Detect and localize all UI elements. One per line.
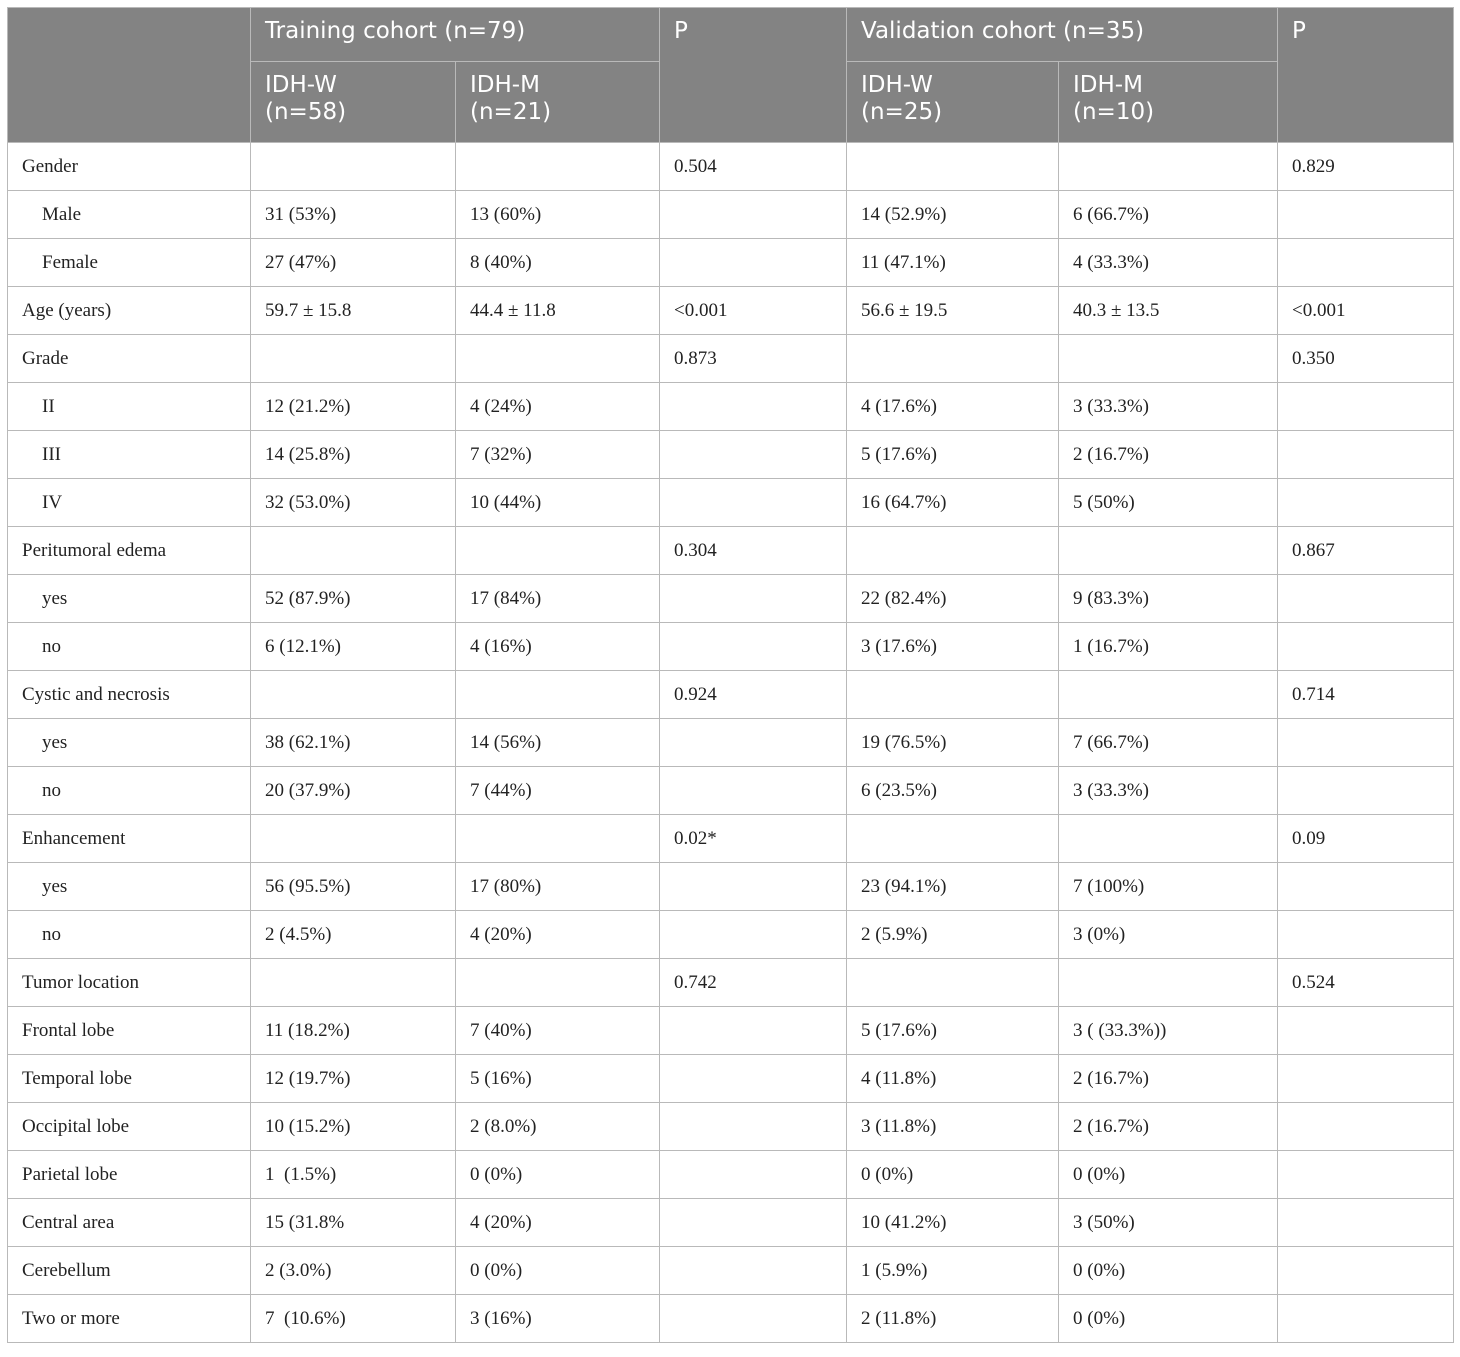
cell-training-idh-m: 4 (20%)	[456, 1199, 660, 1247]
cell-training-idh-w	[251, 671, 456, 719]
cell-validation-idh-w: 3 (11.8%)	[847, 1103, 1059, 1151]
header-p-validation: P	[1278, 8, 1454, 143]
cell-training-idh-w: 32 (53.0%)	[251, 479, 456, 527]
cell-p-training	[660, 911, 847, 959]
header-corner	[8, 8, 251, 143]
cell-training-idh-w: 38 (62.1%)	[251, 719, 456, 767]
row-label: Male	[8, 191, 251, 239]
cell-p-validation	[1278, 191, 1454, 239]
cell-p-validation	[1278, 911, 1454, 959]
row-label: no	[8, 911, 251, 959]
row-label: Age (years)	[8, 287, 251, 335]
table-row	[8, 1199, 1454, 1247]
table-row	[8, 575, 1454, 623]
header-p-training: P	[660, 8, 847, 143]
cell-validation-idh-m: 1 (16.7%)	[1059, 623, 1278, 671]
cell-validation-idh-w	[847, 143, 1059, 191]
table-row	[8, 287, 1454, 335]
cell-p-validation	[1278, 1295, 1454, 1343]
table-body	[8, 143, 1454, 1343]
row-label: Grade	[8, 335, 251, 383]
cell-validation-idh-m: 3 (0%)	[1059, 911, 1278, 959]
cell-validation-idh-m	[1059, 143, 1278, 191]
cell-p-validation	[1278, 863, 1454, 911]
cell-validation-idh-m: 3 (50%)	[1059, 1199, 1278, 1247]
table-row	[8, 239, 1454, 287]
cell-p-training	[660, 767, 847, 815]
cell-p-training: 0.873	[660, 335, 847, 383]
cell-validation-idh-w	[847, 527, 1059, 575]
cell-training-idh-w: 7 (10.6%)	[251, 1295, 456, 1343]
cell-validation-idh-w: 22 (82.4%)	[847, 575, 1059, 623]
cell-p-validation	[1278, 1151, 1454, 1199]
cell-validation-idh-m	[1059, 671, 1278, 719]
cell-validation-idh-m: 0 (0%)	[1059, 1295, 1278, 1343]
cell-p-training	[660, 1055, 847, 1103]
table-row	[8, 143, 1454, 191]
cell-training-idh-m: 7 (40%)	[456, 1007, 660, 1055]
cell-p-validation	[1278, 719, 1454, 767]
cell-validation-idh-m	[1059, 527, 1278, 575]
row-label: no	[8, 623, 251, 671]
row-label: Cystic and necrosis	[8, 671, 251, 719]
cell-validation-idh-w: 4 (11.8%)	[847, 1055, 1059, 1103]
table-row	[8, 767, 1454, 815]
cell-validation-idh-m: 40.3 ± 13.5	[1059, 287, 1278, 335]
cell-training-idh-m	[456, 959, 660, 1007]
cell-validation-idh-w: 2 (11.8%)	[847, 1295, 1059, 1343]
row-label: Peritumoral edema	[8, 527, 251, 575]
row-label: no	[8, 767, 251, 815]
cell-training-idh-m	[456, 527, 660, 575]
cell-training-idh-m	[456, 671, 660, 719]
header-training-idh-m: IDH-M (n=21)	[456, 62, 660, 143]
table-row	[8, 815, 1454, 863]
cell-p-training: 0.504	[660, 143, 847, 191]
row-label: Central area	[8, 1199, 251, 1247]
cell-training-idh-w	[251, 335, 456, 383]
cell-validation-idh-w: 3 (17.6%)	[847, 623, 1059, 671]
cell-training-idh-w: 12 (21.2%)	[251, 383, 456, 431]
table-row	[8, 191, 1454, 239]
cell-validation-idh-m: 7 (66.7%)	[1059, 719, 1278, 767]
table-row	[8, 335, 1454, 383]
table-row	[8, 479, 1454, 527]
cell-p-training	[660, 1007, 847, 1055]
cell-validation-idh-m: 9 (83.3%)	[1059, 575, 1278, 623]
cell-p-training: 0.742	[660, 959, 847, 1007]
cell-validation-idh-w: 56.6 ± 19.5	[847, 287, 1059, 335]
cell-validation-idh-m: 3 (33.3%)	[1059, 383, 1278, 431]
cell-validation-idh-w: 19 (76.5%)	[847, 719, 1059, 767]
cell-training-idh-w	[251, 143, 456, 191]
cell-p-training	[660, 239, 847, 287]
cell-training-idh-m: 7 (44%)	[456, 767, 660, 815]
cell-validation-idh-w: 5 (17.6%)	[847, 431, 1059, 479]
row-label: Temporal lobe	[8, 1055, 251, 1103]
cell-validation-idh-w	[847, 671, 1059, 719]
cell-training-idh-w: 6 (12.1%)	[251, 623, 456, 671]
cell-validation-idh-m: 2 (16.7%)	[1059, 1103, 1278, 1151]
cell-validation-idh-w: 11 (47.1%)	[847, 239, 1059, 287]
cell-validation-idh-m	[1059, 815, 1278, 863]
cell-training-idh-m: 4 (24%)	[456, 383, 660, 431]
cell-validation-idh-m: 4 (33.3%)	[1059, 239, 1278, 287]
cell-training-idh-m: 2 (8.0%)	[456, 1103, 660, 1151]
cell-training-idh-w: 59.7 ± 15.8	[251, 287, 456, 335]
row-label: yes	[8, 863, 251, 911]
cell-validation-idh-w: 16 (64.7%)	[847, 479, 1059, 527]
cell-training-idh-w: 14 (25.8%)	[251, 431, 456, 479]
cell-training-idh-w	[251, 815, 456, 863]
cell-validation-idh-w: 5 (17.6%)	[847, 1007, 1059, 1055]
cell-training-idh-w: 2 (4.5%)	[251, 911, 456, 959]
cell-p-validation: 0.524	[1278, 959, 1454, 1007]
cell-training-idh-m: 3 (16%)	[456, 1295, 660, 1343]
cell-p-validation	[1278, 1247, 1454, 1295]
cell-validation-idh-m	[1059, 959, 1278, 1007]
cell-p-training: 0.924	[660, 671, 847, 719]
cell-training-idh-m	[456, 815, 660, 863]
cell-training-idh-m: 0 (0%)	[456, 1247, 660, 1295]
cell-p-training	[660, 863, 847, 911]
table-row	[8, 671, 1454, 719]
row-label: Occipital lobe	[8, 1103, 251, 1151]
cell-training-idh-w	[251, 527, 456, 575]
cell-p-validation	[1278, 1103, 1454, 1151]
cell-p-validation: <0.001	[1278, 287, 1454, 335]
header-validation-idh-w: IDH-W (n=25)	[847, 62, 1059, 143]
cell-validation-idh-w	[847, 335, 1059, 383]
cell-p-validation	[1278, 431, 1454, 479]
header-validation-idh-m: IDH-M (n=10)	[1059, 62, 1278, 143]
header-training-idh-w: IDH-W (n=58)	[251, 62, 456, 143]
cell-training-idh-m: 5 (16%)	[456, 1055, 660, 1103]
cell-validation-idh-w: 14 (52.9%)	[847, 191, 1059, 239]
cell-training-idh-m	[456, 143, 660, 191]
cell-training-idh-w: 2 (3.0%)	[251, 1247, 456, 1295]
row-label: Gender	[8, 143, 251, 191]
cell-validation-idh-m: 0 (0%)	[1059, 1247, 1278, 1295]
cell-p-training	[660, 575, 847, 623]
cell-training-idh-w: 31 (53%)	[251, 191, 456, 239]
row-label: Enhancement	[8, 815, 251, 863]
header-validation-cohort: Validation cohort (n=35)	[847, 8, 1278, 62]
table-row	[8, 959, 1454, 1007]
table-row	[8, 863, 1454, 911]
cell-training-idh-m: 7 (32%)	[456, 431, 660, 479]
cell-p-training	[660, 1247, 847, 1295]
cell-validation-idh-m: 3 ( (33.3%))	[1059, 1007, 1278, 1055]
cell-p-training	[660, 1295, 847, 1343]
cell-validation-idh-m: 3 (33.3%)	[1059, 767, 1278, 815]
table-row	[8, 1007, 1454, 1055]
cell-training-idh-w: 52 (87.9%)	[251, 575, 456, 623]
cell-p-training	[660, 623, 847, 671]
cell-validation-idh-m: 2 (16.7%)	[1059, 1055, 1278, 1103]
cell-validation-idh-m: 2 (16.7%)	[1059, 431, 1278, 479]
table-row	[8, 527, 1454, 575]
cell-p-validation	[1278, 575, 1454, 623]
cell-training-idh-w: 20 (37.9%)	[251, 767, 456, 815]
cell-p-training: 0.304	[660, 527, 847, 575]
cell-validation-idh-w	[847, 815, 1059, 863]
cell-p-validation	[1278, 1007, 1454, 1055]
row-label: Parietal lobe	[8, 1151, 251, 1199]
cell-training-idh-m: 0 (0%)	[456, 1151, 660, 1199]
cell-p-validation	[1278, 1199, 1454, 1247]
cell-validation-idh-m: 7 (100%)	[1059, 863, 1278, 911]
cell-training-idh-m: 4 (20%)	[456, 911, 660, 959]
table-row	[8, 911, 1454, 959]
cell-p-validation: 0.350	[1278, 335, 1454, 383]
row-label: Tumor location	[8, 959, 251, 1007]
cell-p-training	[660, 1103, 847, 1151]
cell-p-training	[660, 431, 847, 479]
row-label: yes	[8, 575, 251, 623]
cell-p-validation	[1278, 239, 1454, 287]
cell-validation-idh-m: 5 (50%)	[1059, 479, 1278, 527]
table-row	[8, 623, 1454, 671]
cell-training-idh-w: 27 (47%)	[251, 239, 456, 287]
table-row	[8, 431, 1454, 479]
cell-validation-idh-m: 0 (0%)	[1059, 1151, 1278, 1199]
table-row	[8, 1295, 1454, 1343]
cell-p-validation	[1278, 623, 1454, 671]
table-header	[8, 8, 1454, 143]
cell-p-validation	[1278, 383, 1454, 431]
table-row	[8, 1055, 1454, 1103]
cell-training-idh-m: 17 (84%)	[456, 575, 660, 623]
table-row	[8, 1247, 1454, 1295]
cell-p-training: 0.02*	[660, 815, 847, 863]
row-label: II	[8, 383, 251, 431]
cell-validation-idh-w	[847, 959, 1059, 1007]
cell-training-idh-m: 10 (44%)	[456, 479, 660, 527]
cell-training-idh-w: 56 (95.5%)	[251, 863, 456, 911]
cell-p-training	[660, 191, 847, 239]
cell-p-validation: 0.867	[1278, 527, 1454, 575]
cell-validation-idh-w: 6 (23.5%)	[847, 767, 1059, 815]
cell-training-idh-m: 17 (80%)	[456, 863, 660, 911]
cell-training-idh-w: 11 (18.2%)	[251, 1007, 456, 1055]
row-label: yes	[8, 719, 251, 767]
row-label: IV	[8, 479, 251, 527]
row-label: Two or more	[8, 1295, 251, 1343]
cell-p-validation: 0.714	[1278, 671, 1454, 719]
cell-p-validation	[1278, 479, 1454, 527]
cell-p-training	[660, 383, 847, 431]
row-label: III	[8, 431, 251, 479]
cell-training-idh-w: 15 (31.8%	[251, 1199, 456, 1247]
cell-p-training: <0.001	[660, 287, 847, 335]
cell-p-training	[660, 479, 847, 527]
cell-validation-idh-w: 2 (5.9%)	[847, 911, 1059, 959]
table-row	[8, 1151, 1454, 1199]
table-row	[8, 383, 1454, 431]
cell-training-idh-m	[456, 335, 660, 383]
cell-training-idh-w: 12 (19.7%)	[251, 1055, 456, 1103]
cell-training-idh-m: 8 (40%)	[456, 239, 660, 287]
cell-p-validation	[1278, 767, 1454, 815]
cell-validation-idh-w: 4 (17.6%)	[847, 383, 1059, 431]
row-label: Female	[8, 239, 251, 287]
cell-p-validation: 0.829	[1278, 143, 1454, 191]
cell-validation-idh-w: 10 (41.2%)	[847, 1199, 1059, 1247]
cell-training-idh-w	[251, 959, 456, 1007]
cell-p-training	[660, 1199, 847, 1247]
table-row	[8, 1103, 1454, 1151]
cell-validation-idh-w: 0 (0%)	[847, 1151, 1059, 1199]
cell-training-idh-m: 4 (16%)	[456, 623, 660, 671]
cell-training-idh-m: 13 (60%)	[456, 191, 660, 239]
cell-validation-idh-m: 6 (66.7%)	[1059, 191, 1278, 239]
table-row	[8, 719, 1454, 767]
cell-validation-idh-w: 23 (94.1%)	[847, 863, 1059, 911]
clinical-characteristics-table	[7, 7, 1454, 1343]
cell-training-idh-w: 10 (15.2%)	[251, 1103, 456, 1151]
header-training-cohort: Training cohort (n=79)	[251, 8, 660, 62]
row-label: Frontal lobe	[8, 1007, 251, 1055]
cell-p-training	[660, 719, 847, 767]
cell-training-idh-w: 1 (1.5%)	[251, 1151, 456, 1199]
cell-validation-idh-w: 1 (5.9%)	[847, 1247, 1059, 1295]
cell-training-idh-m: 14 (56%)	[456, 719, 660, 767]
cell-p-validation	[1278, 1055, 1454, 1103]
cell-training-idh-m: 44.4 ± 11.8	[456, 287, 660, 335]
row-label: Cerebellum	[8, 1247, 251, 1295]
cell-p-validation: 0.09	[1278, 815, 1454, 863]
cell-validation-idh-m	[1059, 335, 1278, 383]
cell-p-training	[660, 1151, 847, 1199]
